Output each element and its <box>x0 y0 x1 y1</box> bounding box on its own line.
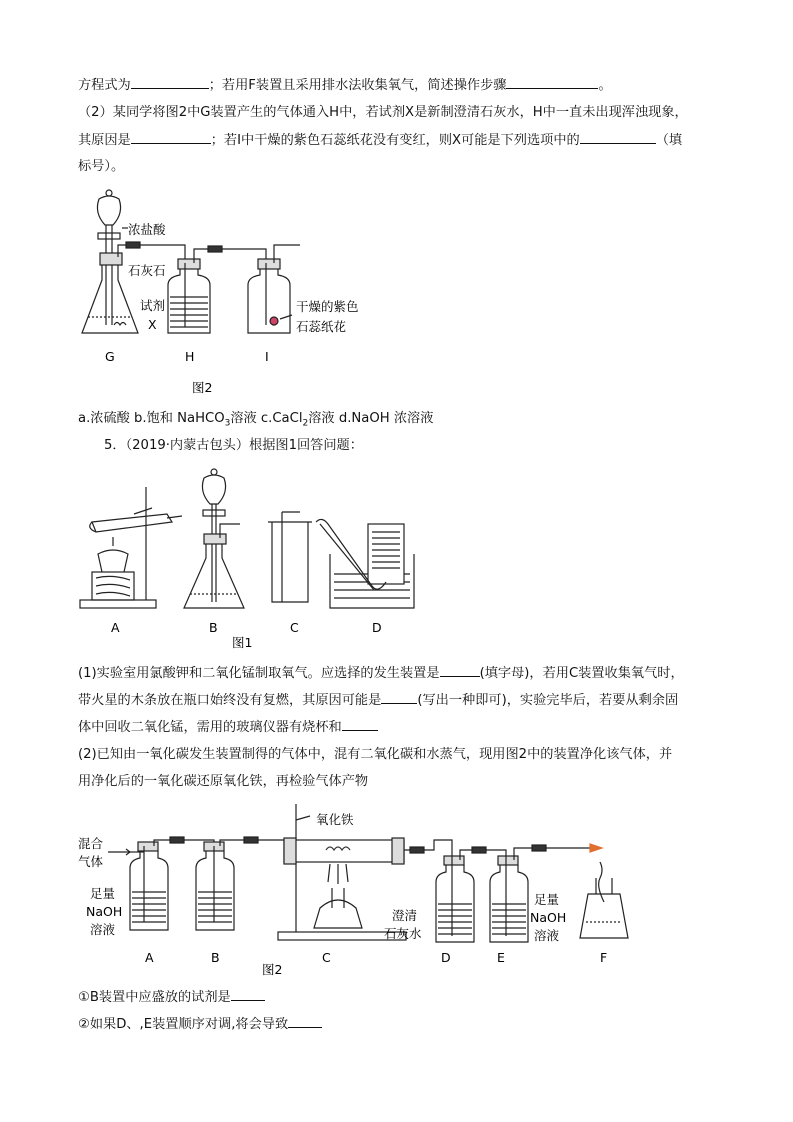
q5-line-5 <box>78 773 368 791</box>
q5-sub-2 <box>78 1015 322 1034</box>
label-reagent: 试剂 <box>140 298 166 313</box>
text-span: 方程式为 <box>78 78 131 93</box>
figure-2-ghi <box>70 185 410 400</box>
subscript: 3 <box>224 418 231 429</box>
text-span: ①B装置中应盛放的试剂是 <box>78 990 231 1005</box>
label-naoh: 足量 <box>534 892 560 907</box>
inverted-jar <box>368 524 404 584</box>
text-span: ；若I中干燥的紫色石蕊纸花没有变红，则X可能是下列选项中的 <box>210 133 580 148</box>
letter-b: B <box>209 620 218 635</box>
answer-blank[interactable] <box>506 76 598 89</box>
alcohol-lamp <box>98 550 128 572</box>
label-naoh: NaOH <box>530 910 567 925</box>
q5-line-3 <box>78 718 378 737</box>
answer-blank[interactable] <box>131 131 211 144</box>
figure-caption: 图2 <box>192 380 213 395</box>
text-span: (2)已知由一氧化碳发生装置制得的气体中，混有二氧化碳和水蒸气，现用图2中的装置净化该气体，并 <box>78 747 673 762</box>
text-span: ②如果D、,E装置顺序对调,将会导致 <box>78 1017 289 1032</box>
text-line-1 <box>78 76 612 95</box>
label-naoh: 溶液 <box>534 928 560 943</box>
reaction-tube <box>284 840 404 862</box>
bottle-b <box>196 851 234 930</box>
label-paper: 干燥的紫色 <box>296 299 359 314</box>
alcohol-lamp-f <box>580 894 628 938</box>
text-span: （填 <box>655 133 683 148</box>
label-iron-oxide: 氧化铁 <box>316 812 354 827</box>
bottle-i <box>248 269 290 333</box>
text-span: 溶液 d.NaOH 浓溶液 <box>308 411 434 426</box>
stopper <box>100 253 122 265</box>
label-limewater: 石灰水 <box>384 926 422 941</box>
label-lime: 石灰石 <box>128 263 166 278</box>
text-span: (填字母)，若用C装置收集氧气时， <box>479 666 684 681</box>
text-span: （2）某同学将图2中G装置产生的气体通入H中，若试剂X是新制澄清石灰水，H中一直未出现浑浊现象， <box>78 105 688 120</box>
answer-blank[interactable] <box>231 988 265 1001</box>
text-span: 其原因是 <box>78 133 131 148</box>
figure-caption: 图2 <box>262 962 283 977</box>
label-mixed-gas: 混合 <box>78 836 104 851</box>
text-span: 带火星的木条放在瓶口始终没有复燃，其原因可能是 <box>78 693 382 708</box>
label-paper: 石蕊纸花 <box>296 319 347 334</box>
text-line-3 <box>78 131 682 150</box>
text-span: 溶液 c.CaCl <box>230 411 303 426</box>
funnel-stopper <box>106 190 112 196</box>
stopcock <box>98 233 120 239</box>
text-span: (写出一种即可)，实验完毕后，若要从剩余固 <box>417 693 679 708</box>
label-reagent-x: X <box>148 317 157 332</box>
options-line <box>78 410 433 433</box>
letter-g: G <box>105 349 115 364</box>
answer-blank[interactable] <box>580 131 656 144</box>
label-acid: 浓盐酸 <box>128 222 166 237</box>
letter-d: D <box>372 620 382 635</box>
text-span: 标号）。 <box>78 159 125 174</box>
burner <box>314 900 362 928</box>
text-span: 。 <box>598 78 612 93</box>
answer-blank[interactable] <box>440 664 480 677</box>
flame <box>590 844 602 852</box>
letter-c: C <box>322 950 331 965</box>
q5-line-4 <box>78 746 672 764</box>
letter-i: I <box>265 349 269 364</box>
text-span: 5．（2019·内蒙古包头）根据图1回答问题： <box>104 438 363 453</box>
flask-b <box>184 544 244 608</box>
figure-2-purification <box>74 800 634 980</box>
gas-jar-c <box>272 522 308 602</box>
letter-f: F <box>600 950 608 965</box>
answer-blank[interactable] <box>288 1015 322 1028</box>
label-naoh: NaOH <box>86 904 123 919</box>
label-naoh: 溶液 <box>90 922 116 937</box>
label-mixed-gas: 气体 <box>78 854 104 869</box>
subscript: 2 <box>302 418 309 429</box>
letter-a: A <box>111 620 120 635</box>
q5-line-2 <box>78 691 678 710</box>
answer-blank[interactable] <box>342 718 378 731</box>
label-naoh: 足量 <box>90 886 116 901</box>
question-5-title <box>104 437 363 455</box>
litmus-flower <box>270 317 278 325</box>
letter-c: C <box>290 620 299 635</box>
letter-b: B <box>211 950 220 965</box>
stand-base <box>80 600 156 608</box>
bottle-a <box>130 851 168 930</box>
q5-line-1 <box>78 664 684 683</box>
text-line-4 <box>78 158 124 176</box>
text-span: 用净化后的一氧化碳还原氧化铁，再检验气体产物 <box>78 774 369 789</box>
text-span: (1)实验室用氯酸钾和二氧化锰制取氧气。应选择的发生装置是 <box>78 666 440 681</box>
bottle-h <box>168 269 210 333</box>
test-tube <box>92 514 172 532</box>
q5-sub-1 <box>78 988 265 1007</box>
letter-h: H <box>185 349 195 364</box>
answer-blank[interactable] <box>381 691 417 704</box>
text-span: a.浓硫酸 b.饱和 NaHCO <box>78 411 225 426</box>
text-line-2 <box>78 104 688 122</box>
text-span: ；若用F装置且采用排水法收集氧气，简述操作步骤 <box>208 78 507 93</box>
answer-blank[interactable] <box>131 76 209 89</box>
figure-1-abcd <box>72 462 432 650</box>
separatory-funnel <box>97 196 120 225</box>
letter-e: E <box>497 950 505 965</box>
letter-a: A <box>145 950 154 965</box>
text-span: 体中回收二氧化锰，需用的玻璃仪器有烧杯和 <box>78 720 342 735</box>
figure-caption: 图1 <box>232 635 253 650</box>
label-limewater: 澄清 <box>392 908 418 923</box>
letter-d: D <box>441 950 451 965</box>
